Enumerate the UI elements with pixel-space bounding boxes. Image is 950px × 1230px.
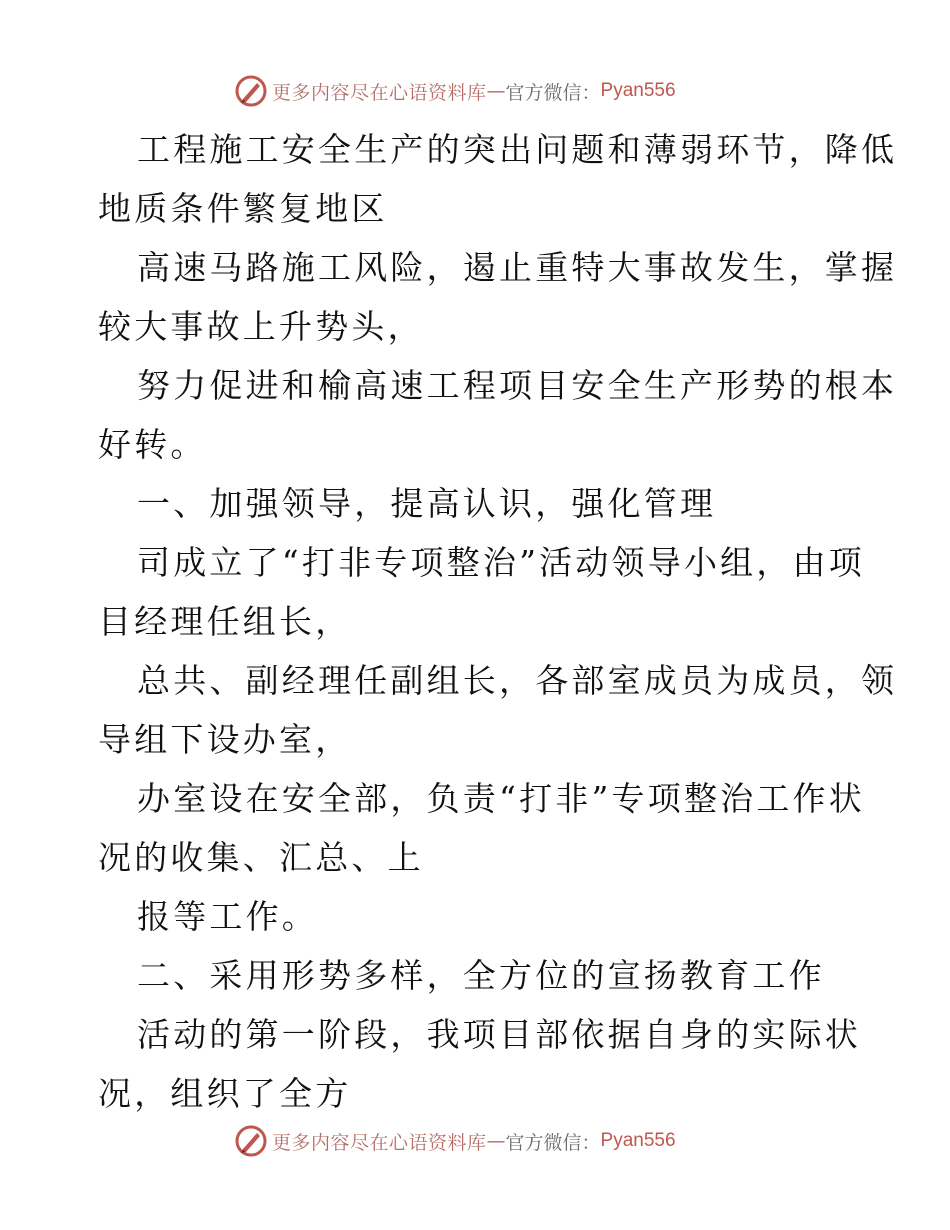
body-line: 努力促进和榆高速工程项目安全生产形势的根本: [137, 366, 898, 405]
banner-site-text: 更多内容尽在心语资料库: [272, 81, 487, 104]
section-heading: 二、采用形势多样，全方位的宣扬教育工作: [137, 956, 825, 995]
banner-separator: —: [486, 80, 506, 102]
section-heading: 一、加强领导，提高认识，强化管理: [137, 484, 717, 523]
banner-wechat-label: 官方微信：: [505, 1131, 601, 1154]
body-line: 地质条件繁复地区: [98, 189, 388, 228]
body-line: 况的收集、汇总、上: [98, 838, 424, 877]
body-line: 司成立了“打非专项整治”活动领导小组，由项: [137, 543, 865, 582]
banner-wechat-label: 官方微信：: [505, 81, 601, 104]
body-line: 况，组织了全方: [98, 1074, 352, 1113]
body-line: 总共、副经理任副组长，各部室成员为成员，领: [137, 661, 898, 700]
banner-site-text: 更多内容尽在心语资料库: [272, 1131, 487, 1154]
header-watermark-banner: [234, 73, 676, 109]
body-line: 活动的第一阶段，我项目部依据自身的实际状: [137, 1015, 861, 1054]
banner-wechat-id: Pyan556: [600, 1130, 676, 1151]
body-line: 较大事故上升势头，: [98, 307, 424, 346]
pen-logo-icon: [234, 74, 268, 108]
body-line: 办室设在安全部，负责“打非”专项整治工作状: [137, 779, 865, 818]
document-body: [98, 120, 898, 1123]
body-line: 工程施工安全生产的突出问题和薄弱环节，降低: [137, 130, 898, 169]
footer-watermark-banner: [234, 1123, 676, 1159]
pen-logo-icon: [234, 1124, 268, 1158]
body-line: 导组下设办室，: [98, 720, 352, 759]
banner-wechat-id: Pyan556: [600, 80, 676, 101]
body-line: 好转。: [98, 425, 207, 464]
banner-separator: —: [486, 1130, 506, 1152]
body-line: 报等工作。: [137, 897, 318, 936]
body-line: 目经理任组长，: [98, 602, 352, 641]
body-line: 高速马路施工风险，遏止重特大事故发生，掌握: [137, 248, 898, 287]
